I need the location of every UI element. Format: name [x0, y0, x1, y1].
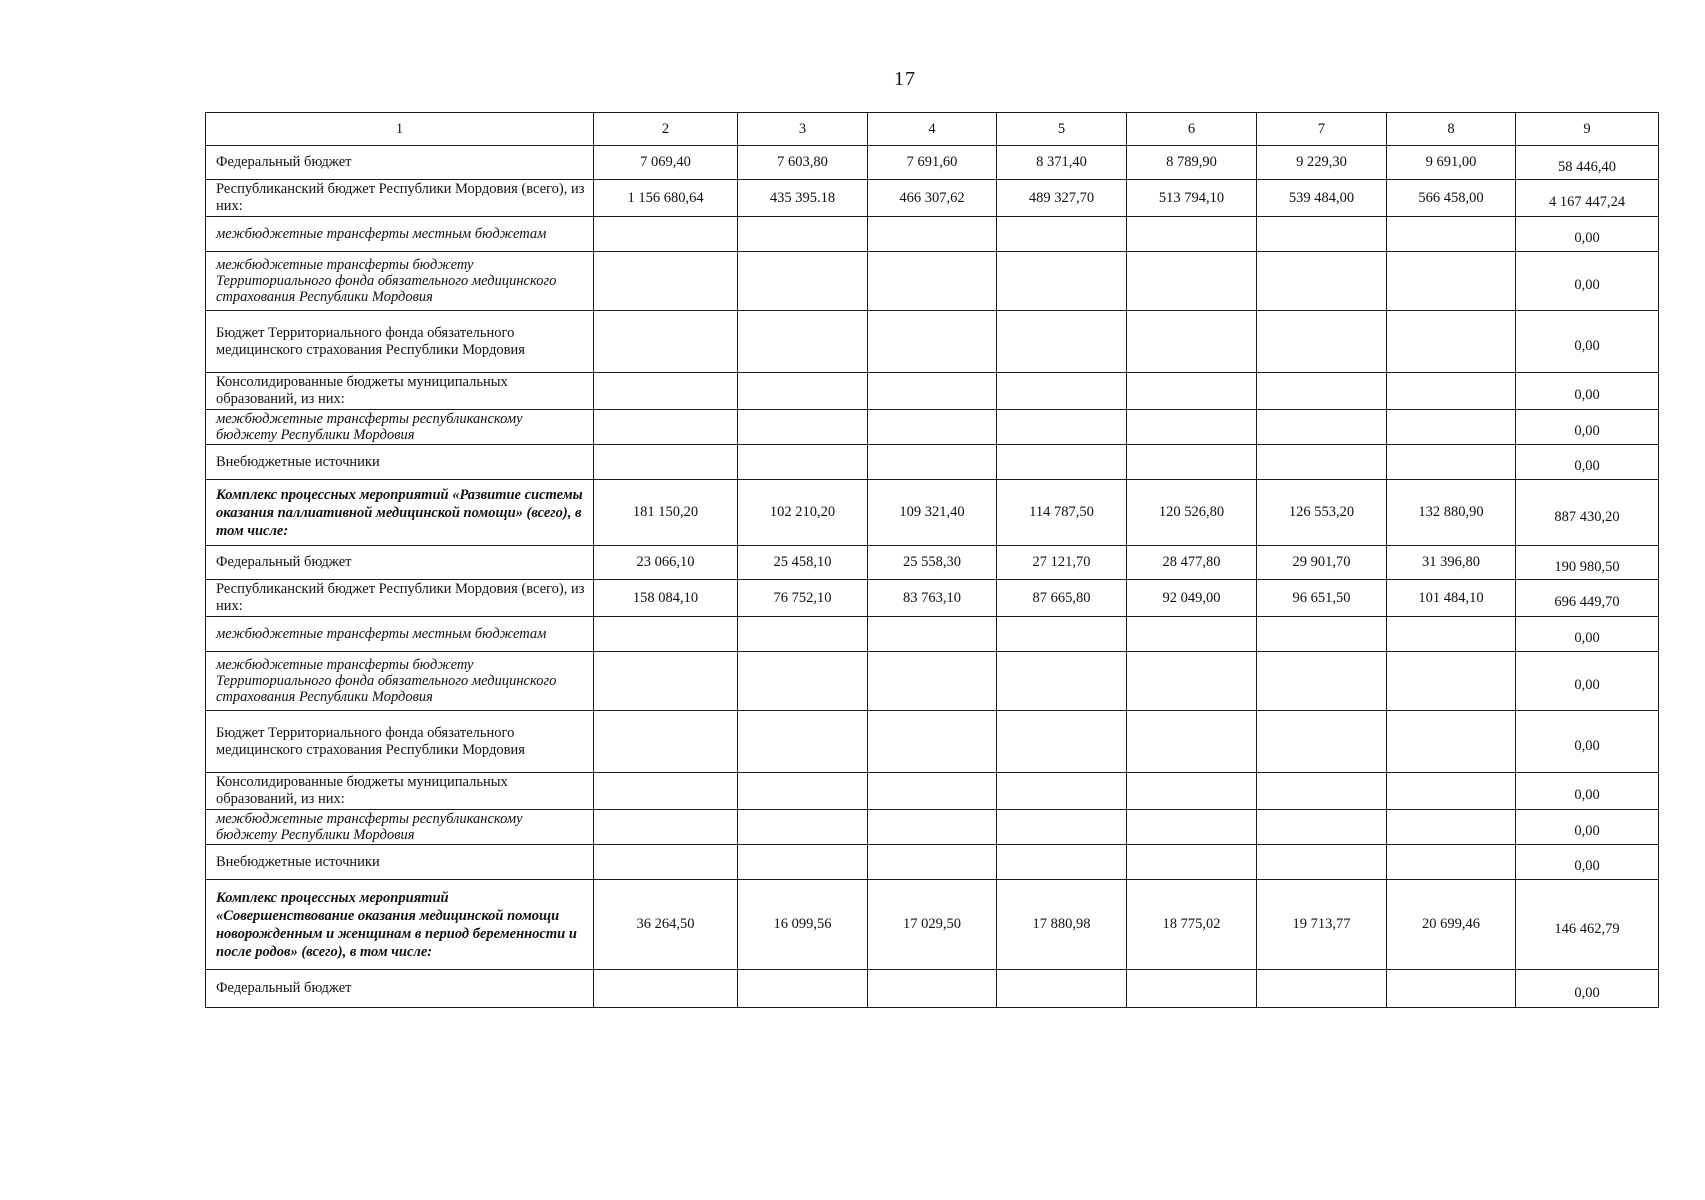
value-cell: 0,00: [1516, 410, 1659, 445]
row-label: Внебюджетные источники: [206, 445, 594, 480]
column-header: 3: [738, 113, 868, 146]
value-cell: [1387, 217, 1516, 252]
row-label: Внебюджетные источники: [206, 845, 594, 880]
value-cell: [1127, 970, 1257, 1008]
value-cell: [1257, 773, 1387, 810]
row-label: межбюджетные трансферты местным бюджетам: [206, 217, 594, 252]
budget-table: [205, 112, 1659, 1008]
value-cell: [738, 410, 868, 445]
column-header: 4: [868, 113, 997, 146]
table-row: [206, 880, 1659, 970]
value-cell: [1257, 617, 1387, 652]
value-cell: [868, 773, 997, 810]
value-cell: 126 553,20: [1257, 480, 1387, 546]
value-cell: 16 099,56: [738, 880, 868, 970]
value-cell: 101 484,10: [1387, 580, 1516, 617]
value-cell: [997, 773, 1127, 810]
value-cell: [1387, 970, 1516, 1008]
value-cell: [997, 373, 1127, 410]
value-cell: 466 307,62: [868, 180, 997, 217]
value-cell: [1127, 311, 1257, 373]
value-cell: [997, 311, 1127, 373]
value-cell: 489 327,70: [997, 180, 1127, 217]
table-row: [206, 311, 1659, 373]
value-cell: [1257, 711, 1387, 773]
value-cell: [868, 617, 997, 652]
value-cell: 0,00: [1516, 845, 1659, 880]
value-cell: [1257, 845, 1387, 880]
value-cell: [997, 410, 1127, 445]
value-cell: [1257, 311, 1387, 373]
value-cell: 9 229,30: [1257, 146, 1387, 180]
column-header: 9: [1516, 113, 1659, 146]
value-cell: [1387, 252, 1516, 311]
value-cell: 7 069,40: [594, 146, 738, 180]
value-cell: [738, 970, 868, 1008]
value-cell: [738, 652, 868, 711]
table-row: [206, 445, 1659, 480]
value-cell: [997, 810, 1127, 845]
value-cell: 1 156 680,64: [594, 180, 738, 217]
value-cell: [738, 445, 868, 480]
table-row: [206, 410, 1659, 445]
value-cell: 0,00: [1516, 373, 1659, 410]
row-label: межбюджетные трансферты местным бюджетам: [206, 617, 594, 652]
value-cell: [594, 711, 738, 773]
value-cell: [1387, 617, 1516, 652]
value-cell: [868, 373, 997, 410]
value-cell: 190 980,50: [1516, 546, 1659, 580]
value-cell: 435 395.18: [738, 180, 868, 217]
row-label: Республиканский бюджет Республики Мордовия (всего), из них:: [206, 180, 594, 217]
value-cell: [997, 217, 1127, 252]
value-cell: 20 699,46: [1387, 880, 1516, 970]
value-cell: 7 691,60: [868, 146, 997, 180]
row-label: межбюджетные трансферты бюджету Территориального фонда обязательного медицинского страхования Республики Мордовия: [206, 252, 594, 311]
table-body: [206, 146, 1659, 1008]
table-row: [206, 480, 1659, 546]
value-cell: [1127, 445, 1257, 480]
value-cell: 146 462,79: [1516, 880, 1659, 970]
value-cell: [1387, 410, 1516, 445]
value-cell: [738, 217, 868, 252]
value-cell: 0,00: [1516, 617, 1659, 652]
value-cell: [594, 373, 738, 410]
value-cell: [868, 711, 997, 773]
value-cell: [1257, 445, 1387, 480]
value-cell: [1257, 252, 1387, 311]
table-row: [206, 580, 1659, 617]
value-cell: 36 264,50: [594, 880, 738, 970]
value-cell: 0,00: [1516, 311, 1659, 373]
value-cell: 539 484,00: [1257, 180, 1387, 217]
value-cell: [738, 810, 868, 845]
value-cell: [594, 311, 738, 373]
value-cell: [868, 217, 997, 252]
value-cell: 0,00: [1516, 652, 1659, 711]
value-cell: 0,00: [1516, 773, 1659, 810]
table-row: [206, 810, 1659, 845]
value-cell: 181 150,20: [594, 480, 738, 546]
value-cell: 0,00: [1516, 970, 1659, 1008]
value-cell: 887 430,20: [1516, 480, 1659, 546]
table-row: [206, 845, 1659, 880]
value-cell: [594, 445, 738, 480]
value-cell: 19 713,77: [1257, 880, 1387, 970]
value-cell: [997, 711, 1127, 773]
value-cell: [738, 711, 868, 773]
table-row: [206, 252, 1659, 311]
value-cell: [594, 810, 738, 845]
value-cell: [1127, 810, 1257, 845]
value-cell: 18 775,02: [1127, 880, 1257, 970]
value-cell: [594, 410, 738, 445]
row-label: межбюджетные трансферты республиканскому бюджету Республики Мордовия: [206, 810, 594, 845]
value-cell: [997, 970, 1127, 1008]
value-cell: [997, 652, 1127, 711]
value-cell: 0,00: [1516, 252, 1659, 311]
value-cell: 4 167 447,24: [1516, 180, 1659, 217]
value-cell: 76 752,10: [738, 580, 868, 617]
value-cell: 696 449,70: [1516, 580, 1659, 617]
value-cell: 102 210,20: [738, 480, 868, 546]
table-row: [206, 711, 1659, 773]
value-cell: 29 901,70: [1257, 546, 1387, 580]
value-cell: 87 665,80: [997, 580, 1127, 617]
value-cell: [1387, 373, 1516, 410]
value-cell: [1127, 252, 1257, 311]
value-cell: [1127, 652, 1257, 711]
value-cell: [997, 252, 1127, 311]
table-header-row: [206, 113, 1659, 146]
value-cell: 7 603,80: [738, 146, 868, 180]
column-header: 1: [206, 113, 594, 146]
column-header: 7: [1257, 113, 1387, 146]
value-cell: [1387, 311, 1516, 373]
value-cell: [1127, 845, 1257, 880]
value-cell: [738, 845, 868, 880]
row-label: Консолидированные бюджеты муниципальных образований, из них:: [206, 773, 594, 810]
value-cell: 9 691,00: [1387, 146, 1516, 180]
value-cell: [1257, 652, 1387, 711]
table-row: [206, 970, 1659, 1008]
value-cell: [1127, 217, 1257, 252]
value-cell: [1387, 845, 1516, 880]
value-cell: [1127, 410, 1257, 445]
row-label: межбюджетные трансферты бюджету Территориального фонда обязательного медицинского страхования Республики Мордовия: [206, 652, 594, 711]
value-cell: 28 477,80: [1127, 546, 1257, 580]
value-cell: [594, 617, 738, 652]
table-row: [206, 652, 1659, 711]
value-cell: 114 787,50: [997, 480, 1127, 546]
row-label: Бюджет Территориального фонда обязательного медицинского страхования Республики Мордовия: [206, 711, 594, 773]
page-number: 17: [894, 68, 916, 90]
value-cell: 0,00: [1516, 217, 1659, 252]
value-cell: 120 526,80: [1127, 480, 1257, 546]
value-cell: [868, 445, 997, 480]
row-label: Консолидированные бюджеты муниципальных образований, из них:: [206, 373, 594, 410]
value-cell: 566 458,00: [1387, 180, 1516, 217]
value-cell: 0,00: [1516, 810, 1659, 845]
value-cell: [868, 410, 997, 445]
value-cell: [1257, 970, 1387, 1008]
value-cell: [594, 773, 738, 810]
value-cell: [1387, 711, 1516, 773]
value-cell: [868, 652, 997, 711]
value-cell: [1127, 773, 1257, 810]
value-cell: [868, 970, 997, 1008]
row-label: Федеральный бюджет: [206, 970, 594, 1008]
row-label: Федеральный бюджет: [206, 146, 594, 180]
value-cell: 109 321,40: [868, 480, 997, 546]
value-cell: [1257, 410, 1387, 445]
value-cell: [1387, 773, 1516, 810]
value-cell: [1387, 810, 1516, 845]
row-label: Бюджет Территориального фонда обязательного медицинского страхования Республики Мордовия: [206, 311, 594, 373]
value-cell: [1387, 445, 1516, 480]
value-cell: 8 371,40: [997, 146, 1127, 180]
value-cell: [594, 652, 738, 711]
value-cell: [868, 252, 997, 311]
row-label: Республиканский бюджет Республики Мордовия (всего), из них:: [206, 580, 594, 617]
value-cell: [868, 810, 997, 845]
table-row: [206, 546, 1659, 580]
value-cell: 132 880,90: [1387, 480, 1516, 546]
row-label: Комплекс процессных мероприятий «Развитие системы оказания паллиативной медицинской помощи» (всего), в том числе:: [206, 480, 594, 546]
row-label: Федеральный бюджет: [206, 546, 594, 580]
value-cell: 58 446,40: [1516, 146, 1659, 180]
value-cell: 83 763,10: [868, 580, 997, 617]
value-cell: 27 121,70: [997, 546, 1127, 580]
value-cell: 23 066,10: [594, 546, 738, 580]
value-cell: [1387, 652, 1516, 711]
value-cell: [1257, 217, 1387, 252]
value-cell: 25 458,10: [738, 546, 868, 580]
value-cell: [868, 311, 997, 373]
row-label: Комплекс процессных мероприятий «Совершенствование оказания медицинской помощи новорожденным и женщинам в период беременности и после родов» (всего), в том числе:: [206, 880, 594, 970]
value-cell: [997, 617, 1127, 652]
value-cell: [1127, 373, 1257, 410]
value-cell: [594, 252, 738, 311]
value-cell: 96 651,50: [1257, 580, 1387, 617]
value-cell: [738, 373, 868, 410]
value-cell: 25 558,30: [868, 546, 997, 580]
column-header: 8: [1387, 113, 1516, 146]
value-cell: 0,00: [1516, 445, 1659, 480]
value-cell: 0,00: [1516, 711, 1659, 773]
value-cell: 92 049,00: [1127, 580, 1257, 617]
value-cell: [1127, 617, 1257, 652]
row-label: межбюджетные трансферты республиканскому бюджету Республики Мордовия: [206, 410, 594, 445]
value-cell: [738, 252, 868, 311]
value-cell: [738, 773, 868, 810]
table-row: [206, 146, 1659, 180]
value-cell: [594, 217, 738, 252]
table-row: [206, 373, 1659, 410]
column-header: 2: [594, 113, 738, 146]
value-cell: [738, 617, 868, 652]
value-cell: [594, 970, 738, 1008]
column-header: 6: [1127, 113, 1257, 146]
value-cell: 8 789,90: [1127, 146, 1257, 180]
table-row: [206, 180, 1659, 217]
table-row: [206, 773, 1659, 810]
value-cell: [997, 845, 1127, 880]
value-cell: 513 794,10: [1127, 180, 1257, 217]
value-cell: [1127, 711, 1257, 773]
value-cell: [594, 845, 738, 880]
value-cell: [868, 845, 997, 880]
value-cell: [1257, 810, 1387, 845]
value-cell: 17 029,50: [868, 880, 997, 970]
value-cell: [997, 445, 1127, 480]
value-cell: 158 084,10: [594, 580, 738, 617]
value-cell: 17 880,98: [997, 880, 1127, 970]
column-header: 5: [997, 113, 1127, 146]
table-row: [206, 617, 1659, 652]
value-cell: [738, 311, 868, 373]
table-row: [206, 217, 1659, 252]
value-cell: [1257, 373, 1387, 410]
value-cell: 31 396,80: [1387, 546, 1516, 580]
